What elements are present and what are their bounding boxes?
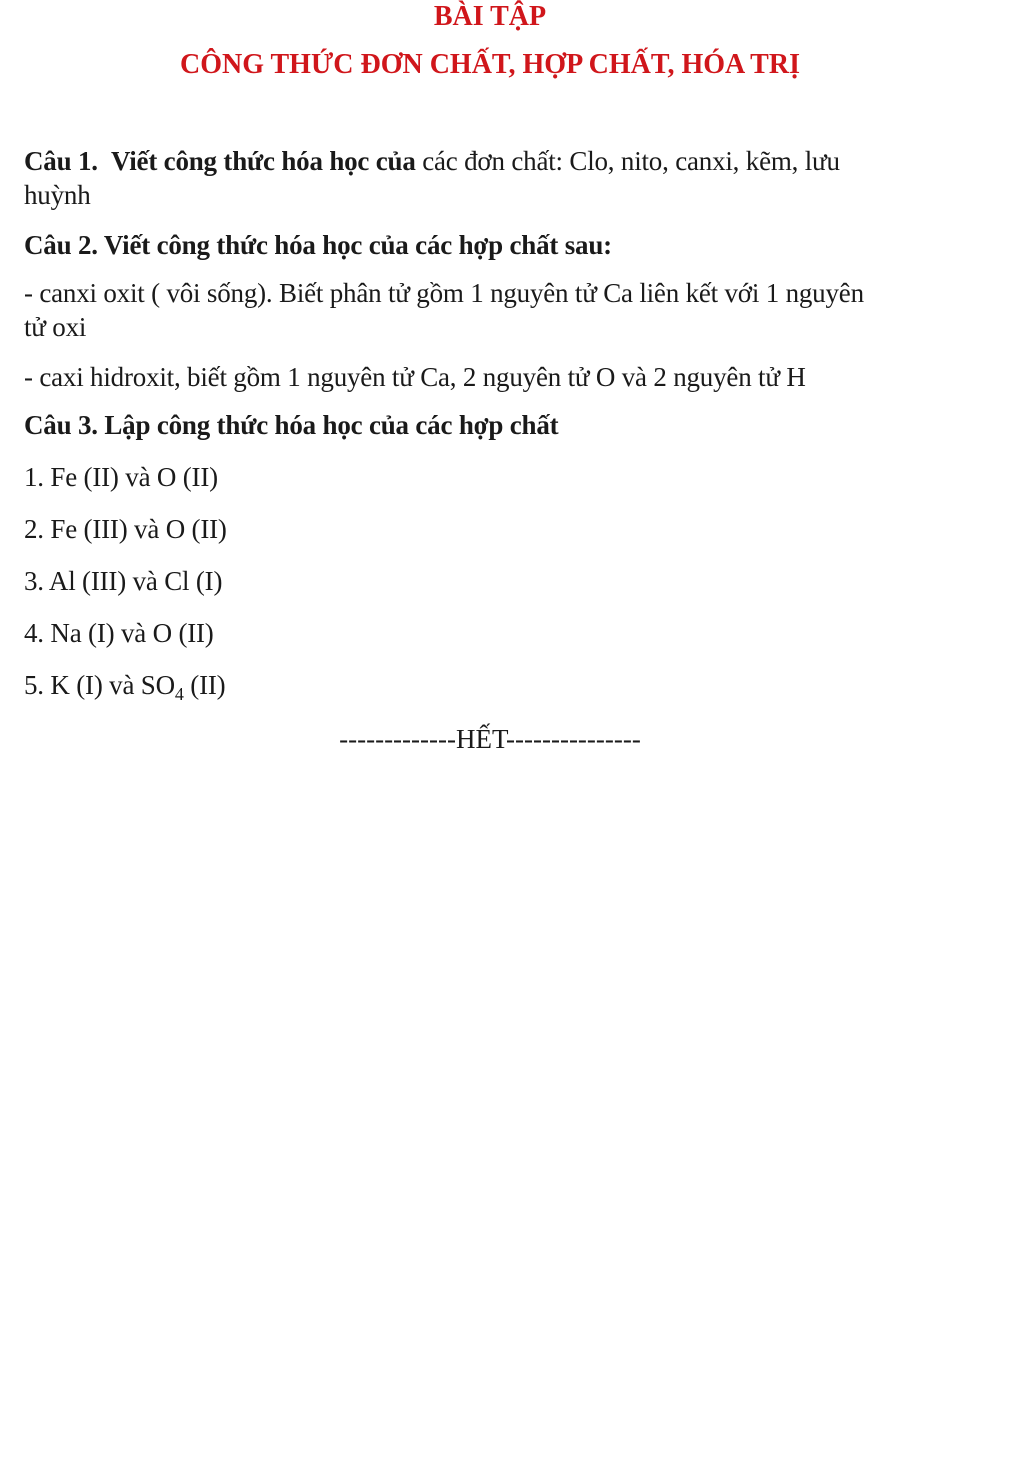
question-2-item-1: - canxi oxit ( vôi sống). Biết phân tử gồm 1 nguyên tử Ca liên kết với 1 nguyên [24, 278, 864, 308]
document-title: BÀI TẬP [433, 1, 547, 32]
question-2-item-2: - caxi hidroxit, biết gồm 1 nguyên tử Ca, 2 nguyên tử O và 2 nguyên tử H [24, 362, 806, 392]
question-3-item-5-suffix: (II) [183, 670, 226, 700]
question-3-item-4: 4. Na (I) và O (II) [24, 618, 214, 648]
question-1-prompt: Viết công thức hóa học của [110, 146, 416, 176]
question-3-item-5 [24, 668, 225, 711]
question-3-item-5-subscript: 4 [174, 684, 184, 704]
end-marker: -------------HẾT--------------- [339, 724, 641, 754]
question-1 [24, 144, 840, 178]
question-3-item-2: 2. Fe (III) và O (II) [24, 514, 227, 544]
question-3-item-5-prefix: 5. K (I) và SO [24, 670, 175, 700]
question-3-heading: Câu 3. Lập công thức hóa học của các hợp chất [24, 410, 559, 440]
question-3-item-1: 1. Fe (II) và O (II) [24, 462, 218, 492]
document-subtitle: CÔNG THỨC ĐƠN CHẤT, HỢP CHẤT, HÓA TRỊ [180, 49, 800, 80]
question-2-heading: Câu 2. Viết công thức hóa học của các hợp chất sau: [24, 230, 612, 260]
question-1-label: Câu 1. [24, 146, 98, 176]
question-2-item-1-continuation: tử oxi [24, 312, 87, 342]
question-1-continuation: huỳnh [24, 180, 91, 210]
question-1-text: các đơn chất: Clo, nito, canxi, kẽm, lưu [422, 146, 840, 176]
question-3-item-3: 3. Al (III) và Cl (I) [24, 566, 223, 596]
